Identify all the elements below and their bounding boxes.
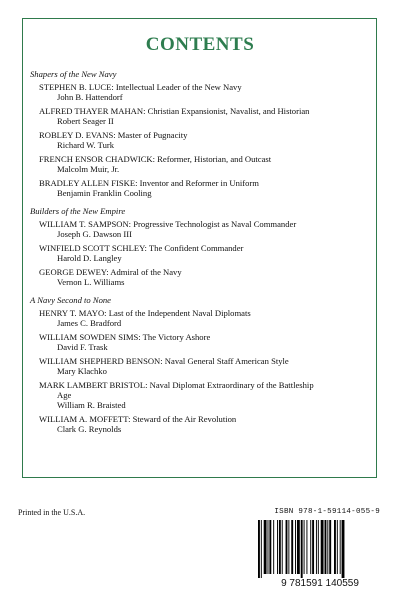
barcode-bar [279, 520, 281, 574]
chapter-author: David F. Trask [57, 342, 108, 352]
chapter-author: Benjamin Franklin Cooling [57, 188, 152, 198]
toc-entry [39, 267, 370, 287]
barcode-bar [297, 520, 300, 574]
chapter-title: WINFIELD SCOTT SCHLEY: The Confident Commander [39, 243, 244, 253]
isbn-number: ISBN 978-1-59114-055-9 [274, 508, 380, 516]
chapter-author: Richard W. Turk [57, 140, 115, 150]
barcode-bar [304, 520, 305, 574]
toc-entry [39, 243, 370, 263]
barcode-bar [316, 520, 317, 574]
toc-section [30, 206, 370, 287]
barcode-bar [325, 520, 327, 574]
barcode-bar [301, 520, 303, 578]
chapter-title: WILLIAM T. SAMPSON: Progressive Technologist as Naval Commander [39, 219, 297, 229]
chapter-title-continuation: Age [57, 390, 72, 400]
barcode-bar [306, 520, 307, 574]
chapter-title: ROBLEY D. EVANS: Master of Pugnacity [39, 130, 188, 140]
toc-entry [39, 106, 370, 126]
barcode-bar [327, 520, 328, 574]
barcode-bar [342, 520, 345, 578]
barcode-bar [337, 520, 338, 574]
barcode-bar [291, 520, 293, 574]
barcode-bar [258, 520, 260, 578]
chapter-author: Robert Seager II [57, 116, 114, 126]
barcode-bar [277, 520, 278, 574]
chapter-title: BRADLEY ALLEN FISKE: Inventor and Reformer in Uniform [39, 178, 259, 188]
section-title: Builders of the New Empire [30, 206, 126, 216]
toc-entry [39, 82, 370, 102]
chapter-title: HENRY T. MAYO: Last of the Independent Naval Diplomats [39, 308, 251, 318]
chapter-author: Malcolm Muir, Jr. [57, 164, 120, 174]
chapter-title: ALFRED THAYER MAHAN: Christian Expansionist, Navalist, and Historian [39, 106, 310, 116]
chapter-title: GEORGE DEWEY: Admiral of the Navy [39, 267, 182, 277]
barcode-digits: 9 781591 140559 [281, 578, 359, 589]
barcode-bar [261, 520, 262, 578]
barcode-bar [312, 520, 314, 574]
toc-entry [39, 332, 370, 352]
chapter-title: WILLIAM SHEPHERD BENSON: Naval General Staff American Style [39, 356, 289, 366]
chapter-author: William R. Braisted [57, 400, 126, 410]
toc-entry [39, 414, 370, 434]
barcode-bar [282, 520, 283, 574]
barcode-bar [288, 520, 289, 574]
barcode-bar [286, 520, 288, 574]
toc-entry [39, 178, 370, 198]
barcode-bar [321, 520, 324, 574]
chapter-author: Vernon L. Williams [57, 277, 125, 287]
chapter-author: Mary Klachko [57, 366, 107, 376]
toc-entry [39, 219, 370, 239]
toc-entry [39, 380, 370, 410]
section-title: Shapers of the New Navy [30, 69, 117, 79]
chapter-title: FRENCH ENSOR CHADWICK: Reformer, Historian, and Outcast [39, 154, 272, 164]
toc-entry [39, 308, 370, 328]
barcode-bar [340, 520, 341, 574]
toc-entry [39, 356, 370, 376]
chapter-author: Clark G. Reynolds [57, 424, 122, 434]
section-title: A Navy Second to None [30, 295, 111, 305]
toc-entry [39, 130, 370, 150]
barcode-bar [269, 520, 271, 574]
barcode [256, 520, 384, 590]
chapter-author: Harold D. Langley [57, 253, 122, 263]
printed-in-usa: Printed in the U.S.A. [18, 508, 86, 517]
barcode-bars [256, 520, 384, 578]
chapter-author: Joseph G. Dawson III [57, 229, 132, 239]
barcode-bar [268, 520, 269, 574]
contents-title: CONTENTS [145, 34, 255, 55]
chapter-title: MARK LAMBERT BRISTOL: Naval Diplomat Extraordinary of the Battleship [39, 380, 314, 390]
barcode-bar [264, 520, 267, 574]
chapter-author: James C. Bradford [57, 318, 122, 328]
chapter-author: John B. Hattendorf [57, 92, 123, 102]
toc-section [30, 295, 370, 434]
barcode-bar [329, 520, 331, 574]
chapter-title: WILLIAM SOWDEN SIMS: The Victory Ashore [39, 332, 211, 342]
toc-entry [39, 154, 370, 174]
barcode-bar [273, 520, 274, 574]
barcode-bar [295, 520, 296, 574]
barcode-bar [334, 520, 336, 574]
chapter-title: STEPHEN B. LUCE: Intellectual Leader of the New Navy [39, 82, 242, 92]
table-of-contents [30, 69, 370, 442]
barcode-bar [310, 520, 311, 574]
toc-section [30, 69, 370, 198]
barcode-bar [318, 520, 319, 574]
chapter-title: WILLIAM A. MOFFETT: Steward of the Air Revolution [39, 414, 237, 424]
